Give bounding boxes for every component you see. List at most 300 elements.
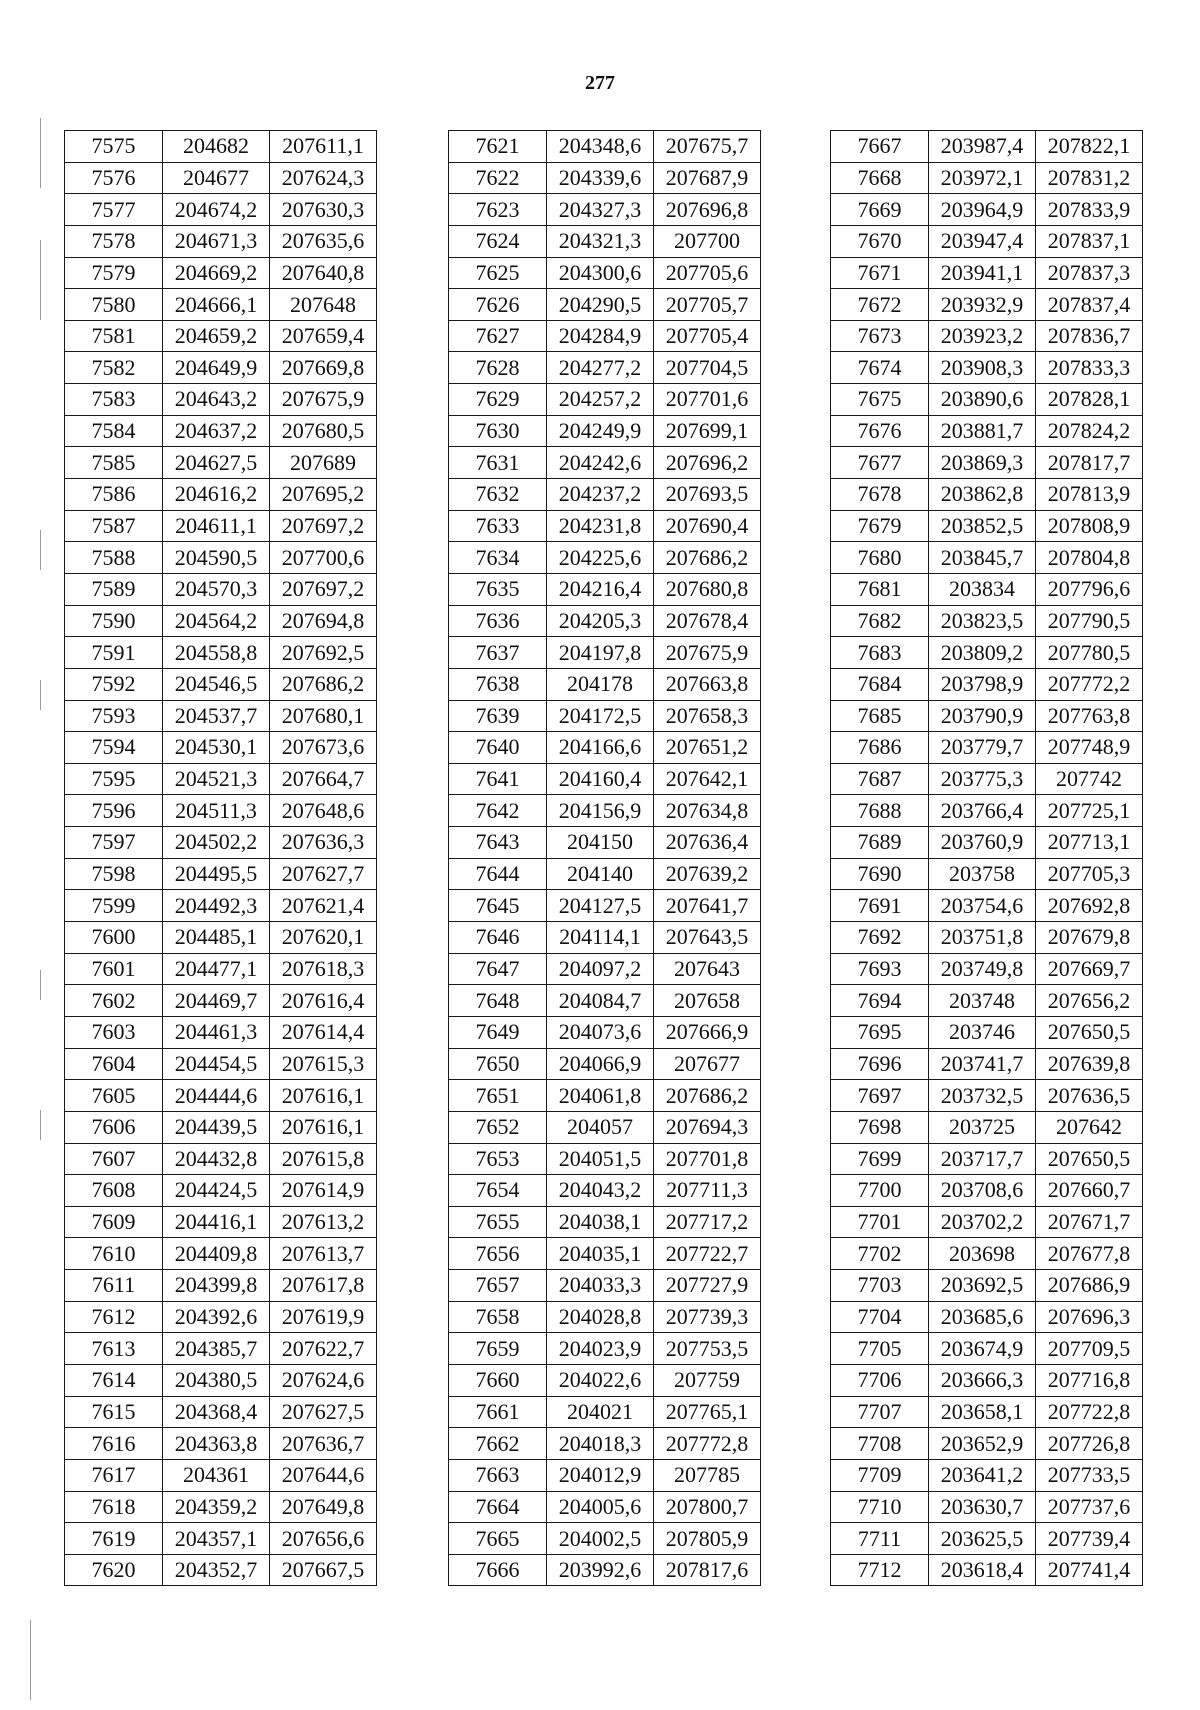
point-number-cell: 7582 <box>65 352 163 384</box>
x-coordinate-cell: 204674,2 <box>163 194 270 226</box>
x-coordinate-cell: 204066,9 <box>547 1048 654 1080</box>
x-coordinate-cell: 204114,1 <box>547 922 654 954</box>
table-row <box>831 415 1143 447</box>
point-number-cell: 7695 <box>831 1016 929 1048</box>
table-row <box>831 1459 1143 1491</box>
y-coordinate-cell: 207704,5 <box>654 352 761 384</box>
x-coordinate-cell: 203834 <box>929 573 1036 605</box>
y-coordinate-cell: 207615,8 <box>270 1143 377 1175</box>
y-coordinate-cell: 207643 <box>654 953 761 985</box>
table-row <box>65 1523 377 1555</box>
y-coordinate-cell: 207680,8 <box>654 573 761 605</box>
point-number-cell: 7655 <box>449 1206 547 1238</box>
x-coordinate-cell: 204521,3 <box>163 763 270 795</box>
point-number-cell: 7669 <box>831 194 929 226</box>
x-coordinate-cell: 204485,1 <box>163 922 270 954</box>
y-coordinate-cell: 207696,8 <box>654 194 761 226</box>
point-number-cell: 7621 <box>449 131 547 163</box>
point-number-cell: 7630 <box>449 415 547 447</box>
x-coordinate-cell: 204385,7 <box>163 1333 270 1365</box>
y-coordinate-cell: 207669,8 <box>270 352 377 384</box>
x-coordinate-cell: 204061,8 <box>547 1080 654 1112</box>
x-coordinate-cell: 204461,3 <box>163 1016 270 1048</box>
point-number-cell: 7659 <box>449 1333 547 1365</box>
point-number-cell: 7648 <box>449 985 547 1017</box>
x-coordinate-cell: 203987,4 <box>929 131 1036 163</box>
point-number-cell: 7609 <box>65 1206 163 1238</box>
point-number-cell: 7631 <box>449 447 547 479</box>
x-coordinate-cell: 203658,1 <box>929 1396 1036 1428</box>
x-coordinate-cell: 204564,2 <box>163 605 270 637</box>
point-number-cell: 7625 <box>449 257 547 289</box>
x-coordinate-cell: 203947,4 <box>929 225 1036 257</box>
table-row <box>449 542 761 574</box>
x-coordinate-cell: 204038,1 <box>547 1206 654 1238</box>
y-coordinate-cell: 207711,3 <box>654 1175 761 1207</box>
table-row <box>831 510 1143 542</box>
table-row <box>831 985 1143 1017</box>
table-row <box>449 1111 761 1143</box>
table-row <box>449 384 761 416</box>
table-row <box>831 162 1143 194</box>
point-number-cell: 7701 <box>831 1206 929 1238</box>
point-number-cell: 7670 <box>831 225 929 257</box>
x-coordinate-cell: 204671,3 <box>163 225 270 257</box>
table-row <box>449 289 761 321</box>
y-coordinate-cell: 207759 <box>654 1364 761 1396</box>
point-number-cell: 7706 <box>831 1364 929 1396</box>
x-coordinate-cell: 203760,9 <box>929 827 1036 859</box>
point-number-cell: 7697 <box>831 1080 929 1112</box>
point-number-cell: 7665 <box>449 1523 547 1555</box>
x-coordinate-cell: 204399,8 <box>163 1270 270 1302</box>
y-coordinate-cell: 207696,3 <box>1036 1301 1143 1333</box>
point-number-cell: 7690 <box>831 858 929 890</box>
x-coordinate-cell: 203698 <box>929 1238 1036 1270</box>
y-coordinate-cell: 207722,7 <box>654 1238 761 1270</box>
x-coordinate-cell: 204073,6 <box>547 1016 654 1048</box>
scan-margin-mark <box>30 1620 31 1700</box>
table-row <box>65 890 377 922</box>
point-number-cell: 7685 <box>831 700 929 732</box>
table-row <box>449 1554 761 1586</box>
coordinate-table-1 <box>64 130 377 1586</box>
table-row <box>65 668 377 700</box>
point-number-cell: 7707 <box>831 1396 929 1428</box>
point-number-cell: 7671 <box>831 257 929 289</box>
x-coordinate-cell: 204097,2 <box>547 953 654 985</box>
y-coordinate-cell: 207634,8 <box>654 795 761 827</box>
y-coordinate-cell: 207658 <box>654 985 761 1017</box>
table-row <box>449 890 761 922</box>
table-row <box>449 1459 761 1491</box>
table-row <box>831 1175 1143 1207</box>
table-row <box>831 858 1143 890</box>
y-coordinate-cell: 207619,9 <box>270 1301 377 1333</box>
table-row <box>65 320 377 352</box>
table-row <box>831 573 1143 605</box>
table-row <box>449 858 761 890</box>
scan-margin-mark <box>40 970 41 1000</box>
point-number-cell: 7577 <box>65 194 163 226</box>
y-coordinate-cell: 207709,5 <box>1036 1333 1143 1365</box>
y-coordinate-cell: 207613,7 <box>270 1238 377 1270</box>
x-coordinate-cell: 204616,2 <box>163 479 270 511</box>
x-coordinate-cell: 204432,8 <box>163 1143 270 1175</box>
x-coordinate-cell: 204492,3 <box>163 890 270 922</box>
x-coordinate-cell: 203692,5 <box>929 1270 1036 1302</box>
point-number-cell: 7606 <box>65 1111 163 1143</box>
table-row <box>831 447 1143 479</box>
y-coordinate-cell: 207697,2 <box>270 573 377 605</box>
x-coordinate-cell: 204643,2 <box>163 384 270 416</box>
table-row <box>65 415 377 447</box>
table-row <box>449 732 761 764</box>
x-coordinate-cell: 203823,5 <box>929 605 1036 637</box>
table-row <box>831 1491 1143 1523</box>
y-coordinate-cell: 207716,8 <box>1036 1364 1143 1396</box>
point-number-cell: 7682 <box>831 605 929 637</box>
point-number-cell: 7661 <box>449 1396 547 1428</box>
table-row <box>65 1111 377 1143</box>
x-coordinate-cell: 204392,6 <box>163 1301 270 1333</box>
x-coordinate-cell: 204682 <box>163 131 270 163</box>
point-number-cell: 7617 <box>65 1459 163 1491</box>
y-coordinate-cell: 207680,1 <box>270 700 377 732</box>
y-coordinate-cell: 207639,2 <box>654 858 761 890</box>
table-row <box>449 795 761 827</box>
x-coordinate-cell: 204637,2 <box>163 415 270 447</box>
y-coordinate-cell: 207697,2 <box>270 510 377 542</box>
y-coordinate-cell: 207701,6 <box>654 384 761 416</box>
point-number-cell: 7587 <box>65 510 163 542</box>
x-coordinate-cell: 204677 <box>163 162 270 194</box>
point-number-cell: 7598 <box>65 858 163 890</box>
x-coordinate-cell: 204225,6 <box>547 542 654 574</box>
table-row <box>831 225 1143 257</box>
y-coordinate-cell: 207780,5 <box>1036 637 1143 669</box>
table-row <box>65 763 377 795</box>
y-coordinate-cell: 207817,7 <box>1036 447 1143 479</box>
point-number-cell: 7604 <box>65 1048 163 1080</box>
scan-margin-mark <box>40 680 41 710</box>
table-row <box>831 1143 1143 1175</box>
table-row <box>449 1523 761 1555</box>
y-coordinate-cell: 207726,8 <box>1036 1428 1143 1460</box>
y-coordinate-cell: 207641,7 <box>654 890 761 922</box>
y-coordinate-cell: 207694,3 <box>654 1111 761 1143</box>
y-coordinate-cell: 207624,3 <box>270 162 377 194</box>
y-coordinate-cell: 207713,1 <box>1036 827 1143 859</box>
y-coordinate-cell: 207831,2 <box>1036 162 1143 194</box>
x-coordinate-cell: 204284,9 <box>547 320 654 352</box>
point-number-cell: 7666 <box>449 1554 547 1586</box>
x-coordinate-cell: 203862,8 <box>929 479 1036 511</box>
point-number-cell: 7620 <box>65 1554 163 1586</box>
point-number-cell: 7702 <box>831 1238 929 1270</box>
table-row <box>65 637 377 669</box>
x-coordinate-cell: 204051,5 <box>547 1143 654 1175</box>
y-coordinate-cell: 207817,6 <box>654 1554 761 1586</box>
x-coordinate-cell: 204022,6 <box>547 1364 654 1396</box>
y-coordinate-cell: 207648,6 <box>270 795 377 827</box>
x-coordinate-cell: 203666,3 <box>929 1364 1036 1396</box>
y-coordinate-cell: 207650,5 <box>1036 1143 1143 1175</box>
x-coordinate-cell: 203890,6 <box>929 384 1036 416</box>
point-number-cell: 7687 <box>831 763 929 795</box>
table-row <box>831 1523 1143 1555</box>
point-number-cell: 7588 <box>65 542 163 574</box>
x-coordinate-cell: 203972,1 <box>929 162 1036 194</box>
point-number-cell: 7633 <box>449 510 547 542</box>
x-coordinate-cell: 203748 <box>929 985 1036 1017</box>
point-number-cell: 7674 <box>831 352 929 384</box>
x-coordinate-cell: 203754,6 <box>929 890 1036 922</box>
point-number-cell: 7600 <box>65 922 163 954</box>
point-number-cell: 7673 <box>831 320 929 352</box>
table-row <box>831 922 1143 954</box>
y-coordinate-cell: 207772,2 <box>1036 668 1143 700</box>
x-coordinate-cell: 204361 <box>163 1459 270 1491</box>
x-coordinate-cell: 203725 <box>929 1111 1036 1143</box>
x-coordinate-cell: 203941,1 <box>929 257 1036 289</box>
point-number-cell: 7686 <box>831 732 929 764</box>
y-coordinate-cell: 207748,9 <box>1036 732 1143 764</box>
table-row <box>831 1333 1143 1365</box>
point-number-cell: 7619 <box>65 1523 163 1555</box>
y-coordinate-cell: 207695,2 <box>270 479 377 511</box>
y-coordinate-cell: 207614,9 <box>270 1175 377 1207</box>
y-coordinate-cell: 207664,7 <box>270 763 377 795</box>
point-number-cell: 7677 <box>831 447 929 479</box>
y-coordinate-cell: 207650,5 <box>1036 1016 1143 1048</box>
x-coordinate-cell: 203641,2 <box>929 1459 1036 1491</box>
table-row <box>65 447 377 479</box>
table-row <box>831 320 1143 352</box>
table-row <box>65 795 377 827</box>
y-coordinate-cell: 207686,2 <box>654 542 761 574</box>
x-coordinate-cell: 203766,4 <box>929 795 1036 827</box>
point-number-cell: 7676 <box>831 415 929 447</box>
y-coordinate-cell: 207705,6 <box>654 257 761 289</box>
point-number-cell: 7629 <box>449 384 547 416</box>
x-coordinate-cell: 203932,9 <box>929 289 1036 321</box>
point-number-cell: 7596 <box>65 795 163 827</box>
point-number-cell: 7593 <box>65 700 163 732</box>
table-row <box>449 700 761 732</box>
x-coordinate-cell: 203964,9 <box>929 194 1036 226</box>
y-coordinate-cell: 207686,9 <box>1036 1270 1143 1302</box>
table-row <box>449 1428 761 1460</box>
table-row <box>831 763 1143 795</box>
point-number-cell: 7643 <box>449 827 547 859</box>
x-coordinate-cell: 203869,3 <box>929 447 1036 479</box>
point-number-cell: 7624 <box>449 225 547 257</box>
y-coordinate-cell: 207741,4 <box>1036 1554 1143 1586</box>
point-number-cell: 7705 <box>831 1333 929 1365</box>
point-number-cell: 7699 <box>831 1143 929 1175</box>
table-row <box>831 1554 1143 1586</box>
y-coordinate-cell: 207785 <box>654 1459 761 1491</box>
point-number-cell: 7675 <box>831 384 929 416</box>
y-coordinate-cell: 207692,8 <box>1036 890 1143 922</box>
point-number-cell: 7634 <box>449 542 547 574</box>
y-coordinate-cell: 207675,9 <box>270 384 377 416</box>
point-number-cell: 7586 <box>65 479 163 511</box>
x-coordinate-cell: 204231,8 <box>547 510 654 542</box>
x-coordinate-cell: 203809,2 <box>929 637 1036 669</box>
table-row <box>831 1048 1143 1080</box>
x-coordinate-cell: 203852,5 <box>929 510 1036 542</box>
table-row <box>65 1143 377 1175</box>
table-row <box>65 1270 377 1302</box>
y-coordinate-cell: 207675,7 <box>654 131 761 163</box>
point-number-cell: 7698 <box>831 1111 929 1143</box>
point-number-cell: 7646 <box>449 922 547 954</box>
y-coordinate-cell: 207813,9 <box>1036 479 1143 511</box>
x-coordinate-cell: 204216,4 <box>547 573 654 605</box>
table-row <box>449 162 761 194</box>
table-row <box>831 1428 1143 1460</box>
y-coordinate-cell: 207828,1 <box>1036 384 1143 416</box>
point-number-cell: 7712 <box>831 1554 929 1586</box>
y-coordinate-cell: 207622,7 <box>270 1333 377 1365</box>
table-row <box>65 225 377 257</box>
y-coordinate-cell: 207679,8 <box>1036 922 1143 954</box>
y-coordinate-cell: 207733,5 <box>1036 1459 1143 1491</box>
y-coordinate-cell: 207660,7 <box>1036 1175 1143 1207</box>
y-coordinate-cell: 207837,1 <box>1036 225 1143 257</box>
y-coordinate-cell: 207614,4 <box>270 1016 377 1048</box>
x-coordinate-cell: 204570,3 <box>163 573 270 605</box>
table-row <box>449 1016 761 1048</box>
table-row <box>65 542 377 574</box>
table-row <box>831 257 1143 289</box>
x-coordinate-cell: 204005,6 <box>547 1491 654 1523</box>
point-number-cell: 7580 <box>65 289 163 321</box>
table-row <box>449 827 761 859</box>
x-coordinate-cell: 204530,1 <box>163 732 270 764</box>
table-row <box>831 668 1143 700</box>
table-row <box>449 1080 761 1112</box>
coordinate-table-3 <box>830 130 1143 1586</box>
point-number-cell: 7668 <box>831 162 929 194</box>
x-coordinate-cell: 204057 <box>547 1111 654 1143</box>
y-coordinate-cell: 207686,2 <box>654 1080 761 1112</box>
point-number-cell: 7660 <box>449 1364 547 1396</box>
x-coordinate-cell: 204611,1 <box>163 510 270 542</box>
x-coordinate-cell: 204439,5 <box>163 1111 270 1143</box>
y-coordinate-cell: 207663,8 <box>654 668 761 700</box>
y-coordinate-cell: 207617,8 <box>270 1270 377 1302</box>
x-coordinate-cell: 203652,9 <box>929 1428 1036 1460</box>
y-coordinate-cell: 207753,5 <box>654 1333 761 1365</box>
x-coordinate-cell: 203775,3 <box>929 763 1036 795</box>
y-coordinate-cell: 207620,1 <box>270 922 377 954</box>
table-row <box>65 289 377 321</box>
point-number-cell: 7684 <box>831 668 929 700</box>
point-number-cell: 7667 <box>831 131 929 163</box>
table-row <box>65 573 377 605</box>
y-coordinate-cell: 207636,7 <box>270 1428 377 1460</box>
x-coordinate-cell: 203751,8 <box>929 922 1036 954</box>
x-coordinate-cell: 203625,5 <box>929 1523 1036 1555</box>
point-number-cell: 7652 <box>449 1111 547 1143</box>
y-coordinate-cell: 207640,8 <box>270 257 377 289</box>
point-number-cell: 7654 <box>449 1175 547 1207</box>
x-coordinate-cell: 204424,5 <box>163 1175 270 1207</box>
point-number-cell: 7590 <box>65 605 163 637</box>
x-coordinate-cell: 204537,7 <box>163 700 270 732</box>
point-number-cell: 7700 <box>831 1175 929 1207</box>
point-number-cell: 7678 <box>831 479 929 511</box>
point-number-cell: 7597 <box>65 827 163 859</box>
y-coordinate-cell: 207701,8 <box>654 1143 761 1175</box>
y-coordinate-cell: 207687,9 <box>654 162 761 194</box>
table-row <box>65 384 377 416</box>
y-coordinate-cell: 207658,3 <box>654 700 761 732</box>
table-row <box>449 1333 761 1365</box>
point-number-cell: 7607 <box>65 1143 163 1175</box>
y-coordinate-cell: 207627,5 <box>270 1396 377 1428</box>
x-coordinate-cell: 203717,7 <box>929 1143 1036 1175</box>
y-coordinate-cell: 207630,3 <box>270 194 377 226</box>
table-row <box>449 1301 761 1333</box>
point-number-cell: 7694 <box>831 985 929 1017</box>
x-coordinate-cell: 204290,5 <box>547 289 654 321</box>
table-row <box>449 1206 761 1238</box>
table-row <box>65 827 377 859</box>
x-coordinate-cell: 203702,2 <box>929 1206 1036 1238</box>
scan-margin-mark <box>40 118 41 188</box>
table-row <box>65 162 377 194</box>
table-row <box>449 479 761 511</box>
y-coordinate-cell: 207725,1 <box>1036 795 1143 827</box>
point-number-cell: 7649 <box>449 1016 547 1048</box>
table-row <box>65 1428 377 1460</box>
table-row <box>65 953 377 985</box>
y-coordinate-cell: 207727,9 <box>654 1270 761 1302</box>
table-row <box>65 922 377 954</box>
x-coordinate-cell: 204249,9 <box>547 415 654 447</box>
x-coordinate-cell: 203908,3 <box>929 352 1036 384</box>
y-coordinate-cell: 207837,3 <box>1036 257 1143 289</box>
table-row <box>65 257 377 289</box>
point-number-cell: 7689 <box>831 827 929 859</box>
point-number-cell: 7575 <box>65 131 163 163</box>
table-row <box>449 1175 761 1207</box>
table-row <box>449 1270 761 1302</box>
page-number: 277 <box>585 72 615 94</box>
point-number-cell: 7664 <box>449 1491 547 1523</box>
y-coordinate-cell: 207621,4 <box>270 890 377 922</box>
point-number-cell: 7589 <box>65 573 163 605</box>
x-coordinate-cell: 204502,2 <box>163 827 270 859</box>
point-number-cell: 7656 <box>449 1238 547 1270</box>
point-number-cell: 7608 <box>65 1175 163 1207</box>
x-coordinate-cell: 204368,4 <box>163 1396 270 1428</box>
table-row <box>449 131 761 163</box>
y-coordinate-cell: 207833,9 <box>1036 194 1143 226</box>
scan-margin-mark <box>40 240 41 320</box>
y-coordinate-cell: 207643,5 <box>654 922 761 954</box>
point-number-cell: 7591 <box>65 637 163 669</box>
table-row <box>449 1396 761 1428</box>
y-coordinate-cell: 207635,6 <box>270 225 377 257</box>
point-number-cell: 7703 <box>831 1270 929 1302</box>
y-coordinate-cell: 207737,6 <box>1036 1491 1143 1523</box>
y-coordinate-cell: 207656,2 <box>1036 985 1143 1017</box>
